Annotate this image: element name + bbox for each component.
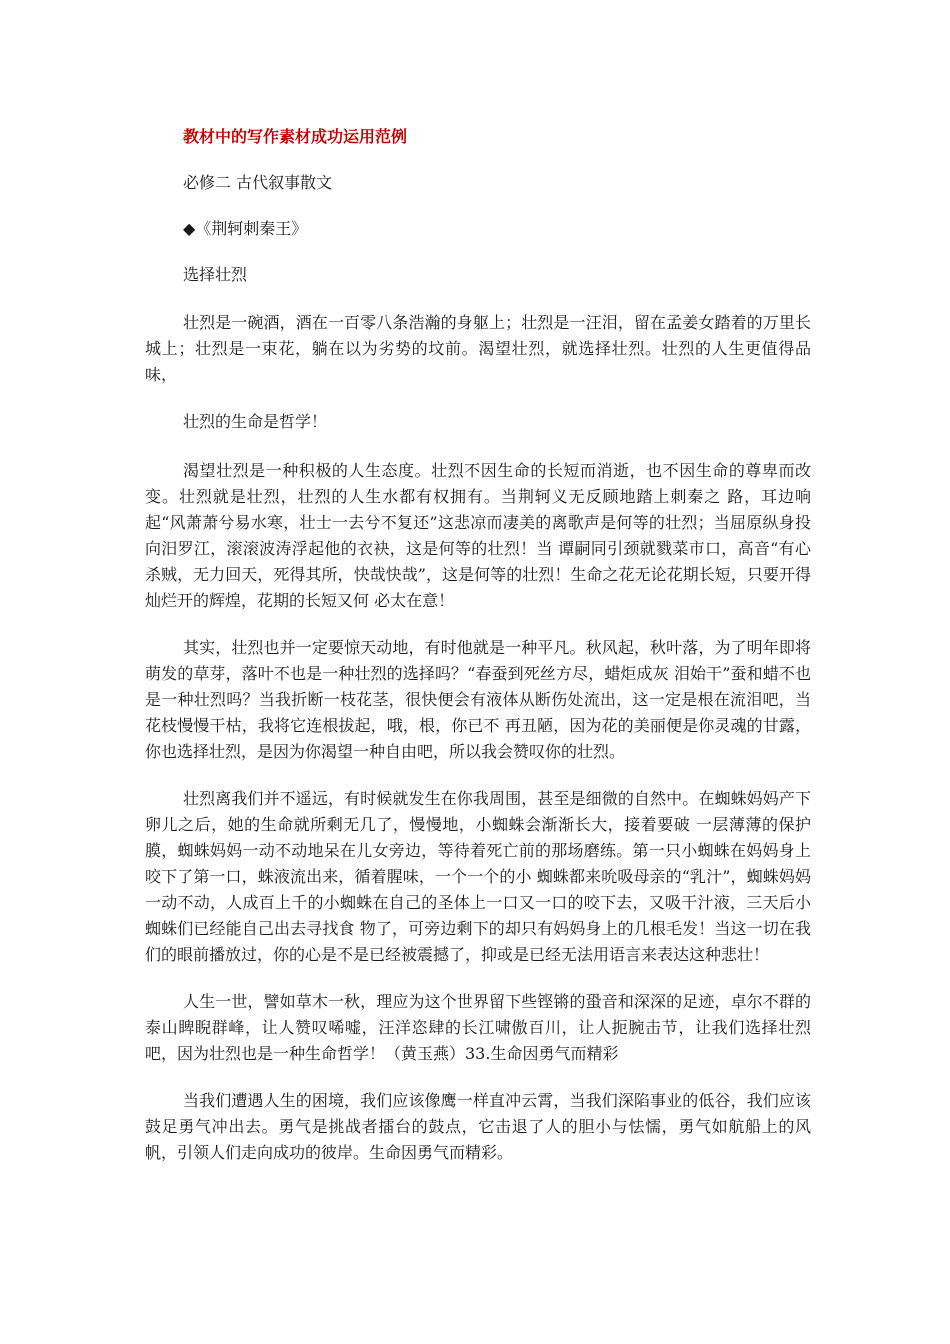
paragraph: 渴望壮烈是一种积极的人生态度。壮烈不因生命的长短而消逝，也不因生命的尊卑而改变。壮烈就是壮烈，壮烈的人生水都有权拥有。当荆轲义无反顾地踏上刺秦之 路，耳边响起“风萧萧兮易水寒，壮士一去兮不复还”这悲凉而凄美的离歌声是何等的壮烈；当屈原纵身投向汨罗江，滚滚波涛浮起他的衣袂，这是何等的壮烈！当 谭嗣同引颈就戮菜市口，高音“有心杀贼，无力回天，死得其所，快哉快哉”，这是何等的壮烈！生命之花无论花期长短，只要开得灿烂开的辉煌，花期的长短又何 必太在意！ [145, 461, 811, 610]
paragraph: 壮烈的生命是哲学！ [183, 412, 328, 431]
paragraph: 其实，壮烈也并一定要惊天动地，有时他就是一种平凡。秋风起，秋叶落，为了明年即将萌发的草芽，落叶不也是一种壮烈的选择吗？“春蚕到死丝方尽，蜡炬成灰 泪始干”蚕和蜡不也是一种壮烈吗？当我折断一枝花茎，很快便会有液体从断伤处流出，这一定是根在流泪吧，当花枝慢慢干枯，我将它连根拔起，哦，根，你已不 再丑陋，因为花的美丽便是你灵魂的甘露，你也选择壮烈，是因为你渴望一种自由吧，所以我会赞叹你的壮烈。 [145, 638, 811, 761]
paragraph: 人生一世，譬如草木一秋，理应为这个世界留下些铿锵的蛩音和深深的足迹，卓尔不群的泰山睥睨群峰，让人赞叹唏嘘，汪洋恣肆的长江啸傲百川，让人扼腕击节，让我们选择壮烈吧，因为壮烈也是一种生命哲学！（黄玉燕）33.生命因勇气而精彩 [145, 992, 811, 1063]
topic-heading: 选择壮烈 [183, 265, 248, 284]
document-title: 教材中的写作素材成功运用范例 [183, 127, 408, 146]
paragraph: 当我们遭遇人生的困境，我们应该像鹰一样直冲云霄，当我们深陷事业的低谷，我们应该鼓足勇气冲出去。勇气是挑战者擂台的鼓点，它击退了人的胆小与怯懦，勇气如航船上的风帆，引领人们走向成功的彼岸。生命因勇气而精彩。 [145, 1091, 811, 1162]
paragraph: 壮烈离我们并不遥远，有时候就发生在你我周围，甚至是细微的自然中。在蜘蛛妈妈产下卵儿之后，她的生命就所剩无几了，慢慢地，小蜘蛛会渐渐长大，接着要破 一层薄薄的保护膜，蜘蛛妈妈一动不动地呆在儿女旁边，等待着死亡前的那场磨练。第一只小蜘蛛在妈妈身上咬下了第一口，蛛液流出来，循着腥味，一个一个的小 蜘蛛都来吮吸母亲的“乳汁”，蜘蛛妈妈一动不动，人成百上千的小蜘蛛在自己的圣体上一口又一口的咬下去，又吸干汁液，三天后小蜘蛛们已经能自己出去寻找食 物了，可旁边剩下的却只有妈妈身上的几根毛发！当这一切在我们的眼前播放过，你的心是不是已经被震撼了，抑或是已经无法用语言来表达这种悲壮！ [145, 789, 811, 964]
lesson-heading: ◆《荆轲刺秦王》 [183, 219, 308, 238]
module-label: 必修二 古代叙事散文 [183, 173, 333, 192]
document-page [145, 124, 811, 1187]
paragraph: 壮烈是一碗酒，酒在一百零八条浩瀚的身躯上；壮烈是一汪泪，留在孟姜女踏着的万里长城上；壮烈是一束花，躺在以为劣势的坟前。渴望壮烈，就选择壮烈。壮烈的人生更值得品味， [145, 313, 811, 384]
